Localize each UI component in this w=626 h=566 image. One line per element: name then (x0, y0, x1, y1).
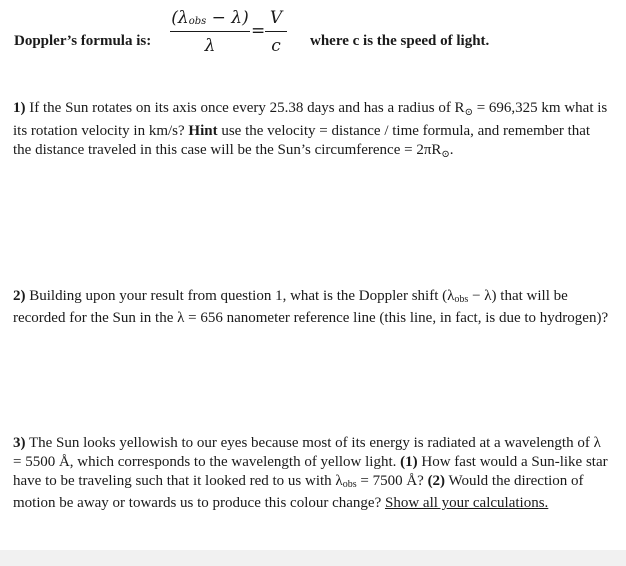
fraction-right-numerator: V (269, 8, 283, 28)
question-1-text-b: = 696,325 km what is its rotation velocity in km/s? (13, 100, 608, 139)
question-2-number: 2) (13, 288, 26, 304)
question-2-text-b: − λ) that will be recorded for the Sun in the λ = 656 nanometer reference line (this line, in fact, is due to hydrogen)? (13, 288, 609, 326)
equals-sign: = (251, 21, 266, 41)
question-2-text-a: Building upon your result from question 1, what is the Doppler shift (λ (25, 288, 455, 304)
formula-label: Doppler’s formula is: (14, 33, 152, 49)
show-calculations-note: Show all your calculations. (384, 495, 549, 511)
obs-subscript-2: obs (342, 479, 357, 490)
obs-subscript: obs (454, 294, 469, 305)
question-1-period: . (449, 142, 454, 158)
part-2-label: (2) (427, 473, 446, 489)
question-3 (13, 434, 609, 513)
fraction-right-denominator: c (271, 36, 281, 56)
question-1 (13, 99, 609, 164)
fraction-left-bar (170, 31, 250, 32)
question-3-number: 3) (13, 435, 26, 451)
question-3-text-d: Would the direction of motion be away or towards us to produce this colour change? (13, 473, 584, 511)
bottom-band (0, 550, 626, 566)
question-3-text-a: The Sun looks yellowish to our eyes because most of its energy is radiated at a wavelength of λ = 5500 Å, which corresponds to the wavelength of yellow light. (13, 435, 601, 470)
minus-lambda-close: − λ) (206, 8, 249, 28)
question-1-number: 1) (13, 100, 26, 116)
part-1-label: (1) (400, 454, 418, 470)
question-3-text-c: = 7500 Å? (356, 473, 428, 489)
question-1-text-a: If the Sun rotates on its axis once every 25.38 days and has a radius of R (25, 100, 465, 116)
sun-symbol: ⊙ (464, 107, 473, 118)
formula-where-note: where c is the speed of light. (310, 33, 490, 49)
question-1-text-c: use the velocity = distance / time formula, and remember that the distance traveled in this case will be the Sun’s circumference = 2πR (13, 123, 591, 158)
doppler-fraction-left (170, 6, 250, 58)
sun-symbol-2: ⊙ (441, 149, 450, 160)
fraction-left-numerator (170, 6, 250, 30)
fraction-left-denominator: λ (204, 36, 216, 56)
question-3-text-b: How fast would a Sun-like star have to be traveling such that it looked red to us with λ (13, 454, 608, 489)
hint-label: Hint (188, 123, 218, 139)
fraction-right-bar (265, 31, 287, 32)
lambda-obs-subscript: obs (188, 16, 207, 27)
question-2 (13, 287, 609, 328)
lambda-obs-open: (λ (171, 8, 189, 28)
doppler-fraction-right (265, 6, 287, 58)
